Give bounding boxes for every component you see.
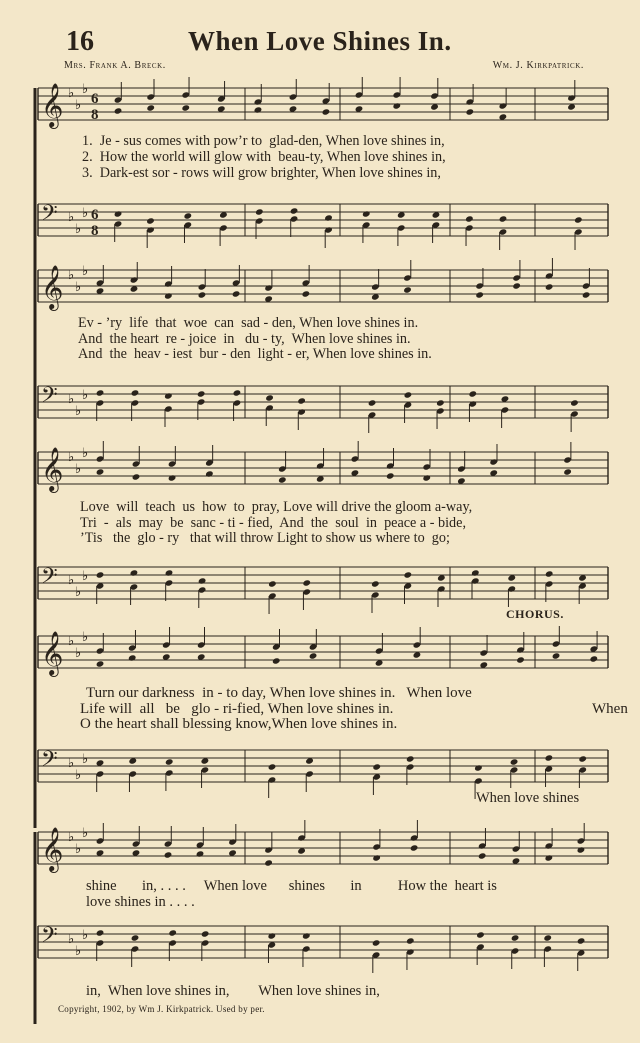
svg-text:𝄞: 𝄞 — [41, 447, 64, 491]
chorus-line-1: Turn our darkness in - to day, When love shines in. When love — [86, 685, 472, 701]
svg-text:𝄞: 𝄞 — [41, 83, 64, 127]
lyricist-credit: Mrs. Frank A. Breck. — [64, 60, 166, 71]
bass-staff-system-4 — [0, 746, 640, 796]
svg-text:♭: ♭ — [75, 944, 82, 959]
svg-text:6: 6 — [91, 91, 99, 107]
hymn-title: When Love Shines In. — [188, 26, 452, 56]
svg-text:♭: ♭ — [75, 462, 82, 477]
svg-text:♭: ♭ — [68, 634, 75, 649]
hymn-number: 16 — [66, 26, 94, 57]
verse-line-2-2: And the heart re - joice in du - ty, When love shines in. — [78, 331, 411, 347]
svg-text:8: 8 — [91, 223, 99, 239]
svg-text:♭: ♭ — [68, 573, 75, 588]
svg-text:𝄢: 𝄢 — [41, 564, 58, 594]
svg-text:♭: ♭ — [82, 569, 89, 584]
svg-text:♭: ♭ — [82, 928, 89, 943]
treble-text-2-system-5: love shines in . . . . — [86, 894, 195, 910]
svg-text:𝄞: 𝄞 — [41, 827, 64, 871]
chorus-echo-text: When — [592, 701, 628, 717]
bass-staff-system-5 — [0, 922, 640, 972]
chorus-line-3: O the heart shall blessing know,When love shines in. — [80, 716, 398, 732]
composer-credit: Wm. J. Kirkpatrick. — [492, 60, 584, 71]
verse-line-1-2: 2. How the world will glow with beau-ty, When love shines in, — [82, 149, 446, 165]
svg-text:♭: ♭ — [82, 388, 89, 403]
svg-text:♭: ♭ — [68, 830, 75, 845]
svg-text:♭: ♭ — [68, 268, 75, 283]
verse-line-2-3: And the heav - iest bur - den light - er, When love shines in. — [78, 346, 432, 362]
svg-text:♭: ♭ — [82, 206, 89, 221]
bass-text-system-5: in, When love shines in, When love shines in, — [86, 983, 380, 999]
svg-text:♭: ♭ — [68, 392, 75, 407]
verse-line-3-1: Love will teach us how to pray, Love will drive the gloom a-way, — [80, 499, 473, 515]
svg-text:♭: ♭ — [68, 86, 75, 101]
svg-text:♭: ♭ — [75, 222, 82, 237]
svg-text:𝄢: 𝄢 — [41, 747, 58, 777]
bass-staff-system-1 — [0, 200, 640, 250]
svg-text:♭: ♭ — [68, 450, 75, 465]
svg-text:𝄢: 𝄢 — [41, 923, 58, 953]
copyright-notice: Copyright, 1902, by Wm J. Kirkpatrick. Used by per. — [58, 1004, 265, 1014]
treble-staff-system-4 — [0, 632, 640, 682]
svg-text:♭: ♭ — [75, 842, 82, 857]
svg-text:♭: ♭ — [82, 752, 89, 767]
svg-text:𝄢: 𝄢 — [41, 201, 58, 231]
verse-line-1-3: 3. Dark-est sor - rows will grow brighter, When love shines in, — [82, 165, 441, 181]
svg-text:8: 8 — [91, 107, 99, 123]
treble-staff-system-1 — [0, 84, 640, 134]
svg-text:♭: ♭ — [82, 82, 89, 97]
svg-text:♭: ♭ — [82, 446, 89, 461]
verse-line-3-3: ’Tis the glo - ry that will throw Light to show us where to go; — [80, 530, 450, 546]
svg-text:♭: ♭ — [68, 210, 75, 225]
verse-line-2-1: Ev - ’ry life that woe can sad - den, When love shines in. — [78, 315, 419, 331]
svg-text:♭: ♭ — [82, 826, 89, 841]
treble-staff-system-3 — [0, 448, 640, 498]
svg-text:♭: ♭ — [75, 280, 82, 295]
svg-text:♭: ♭ — [75, 404, 82, 419]
svg-text:♭: ♭ — [68, 932, 75, 947]
treble-staff-system-2 — [0, 266, 640, 316]
svg-text:♭: ♭ — [82, 630, 89, 645]
svg-text:♭: ♭ — [75, 98, 82, 113]
svg-text:♭: ♭ — [75, 768, 82, 783]
chorus-label: CHORUS. — [506, 607, 564, 621]
bass-text-system-4: When love shines — [476, 790, 580, 806]
svg-text:𝄞: 𝄞 — [41, 265, 64, 309]
svg-text:𝄢: 𝄢 — [41, 383, 58, 413]
verse-line-3-2: Tri - als may be sanc - ti - fied, And the soul in peace a - bide, — [80, 515, 466, 531]
svg-text:♭: ♭ — [75, 585, 82, 600]
svg-text:♭: ♭ — [75, 646, 82, 661]
treble-staff-system-5 — [0, 828, 640, 878]
treble-text-system-5: shine in, . . . . When love shines in How the heart is — [86, 878, 497, 894]
bass-staff-system-3 — [0, 563, 640, 613]
chorus-line-2: Life will all be glo - ri-fied, When love shines in. — [80, 701, 394, 717]
svg-text:♭: ♭ — [68, 756, 75, 771]
bass-staff-system-2 — [0, 382, 640, 432]
svg-text:𝄞: 𝄞 — [41, 631, 64, 675]
verse-line-1-1: 1. Je - sus comes with pow’r to glad-den, When love shines in, — [82, 133, 445, 149]
svg-text:6: 6 — [91, 207, 99, 223]
svg-text:♭: ♭ — [82, 264, 89, 279]
